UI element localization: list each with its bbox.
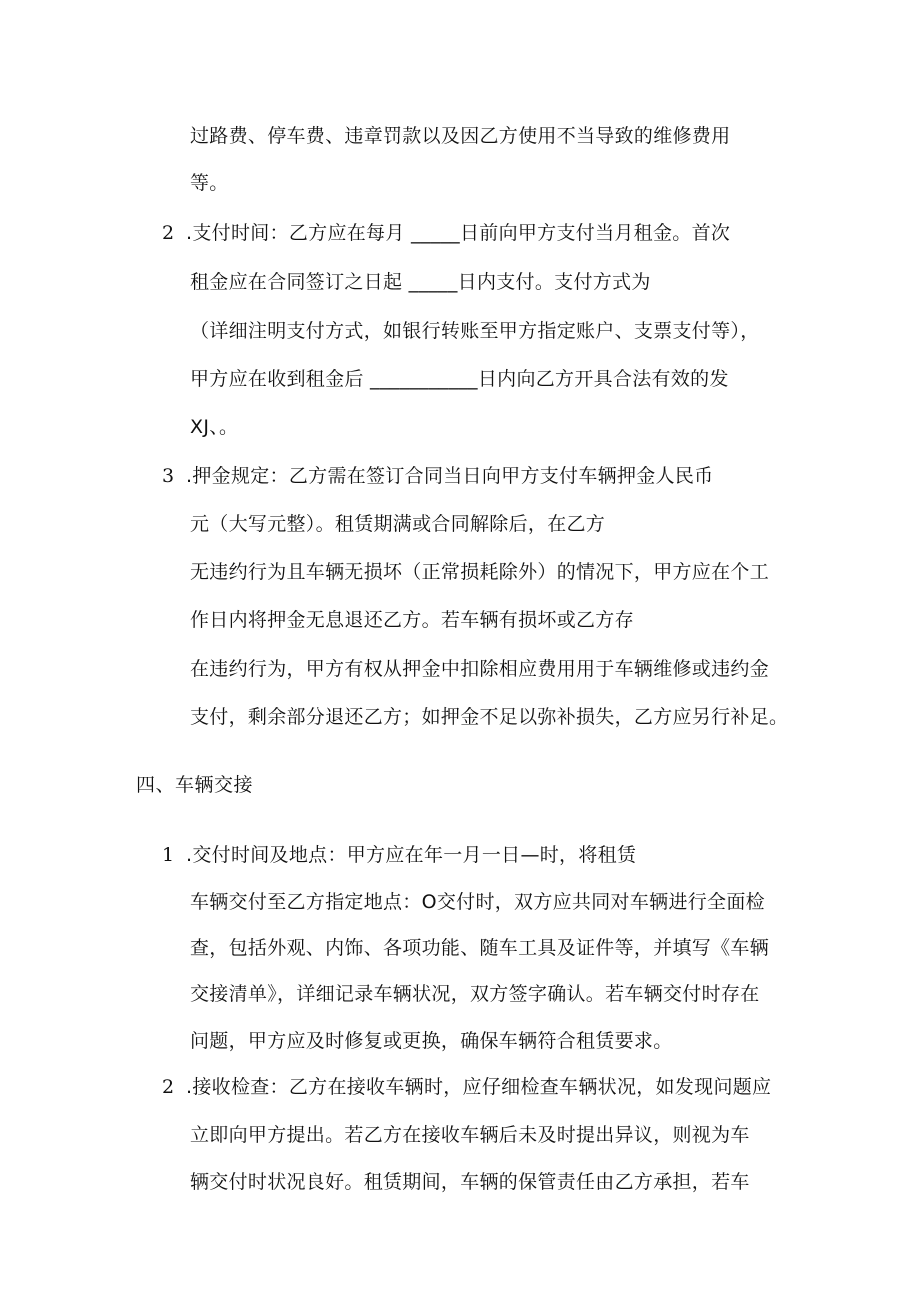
text-line: 查，包括外观、内饰、各项功能、随车工具及证件等，并填写《车辆 bbox=[190, 937, 770, 959]
text-line: .押金规定：乙方需在签订合同当日向甲方支付车辆押金人民币 bbox=[186, 465, 714, 487]
text-line: XJ、。 bbox=[190, 416, 239, 438]
text-line: 问题，甲方应及时修复或更换，确保车辆符合租赁要求。 bbox=[190, 1030, 673, 1052]
text-line: 租金应在合同签订之日起 _____日内支付。支付方式为 bbox=[190, 271, 651, 293]
text-line: 支付，剩余部分退还乙方；如押金不足以弥补损失，乙方应另行补足。 bbox=[190, 706, 789, 728]
text-line: 甲方应在收到租金后 ___________日内向乙方开具合法有效的发 bbox=[190, 368, 729, 390]
text-line: 辆交付时状况良好。租赁期间，车辆的保管责任由乙方承担，若车 bbox=[190, 1171, 750, 1193]
text-line: 车辆交付至乙方指定地点：O交付时，双方应共同对车辆进行全面检 bbox=[190, 891, 765, 913]
text-line: 无违约行为且车辆无损坏（正常损耗除外）的情况下，甲方应在个工 bbox=[190, 561, 770, 583]
text-line: .交付时间及地点：甲方应在年一月一日—时，将租赁 bbox=[186, 844, 637, 866]
text-line: .接收检查：乙方在接收车辆时，应仔细检查车辆状况，如发现问题应 bbox=[186, 1076, 772, 1098]
section-heading: 四、车辆交接 bbox=[136, 774, 254, 796]
text-line: 等。 bbox=[190, 172, 229, 194]
text-line: 作日内将押金无息退还乙方。若车辆有损坏或乙方存 bbox=[190, 609, 634, 631]
text-line: 元（大写元整）。租赁期满或合同解除后，在乙方 bbox=[190, 513, 606, 535]
text-line: .支付时间：乙方应在每月 _____日前向甲方支付当月租金。首次 bbox=[186, 222, 731, 244]
clause-number: 2 bbox=[162, 222, 175, 244]
text-line: 交接清单》，详细记录车辆状况，双方签字确认。若车辆交付时存在 bbox=[190, 983, 760, 1005]
clause-number: 1 bbox=[162, 844, 175, 866]
clause-number: 3 bbox=[162, 465, 175, 487]
text-line: 过路费、停车费、违章罚款以及因乙方使用不当导致的维修费用 bbox=[190, 125, 731, 147]
text-line: 立即向甲方提出。若乙方在接收车辆后未及时提出异议，则视为车 bbox=[190, 1124, 750, 1146]
text-line: （详细注明支付方式，如银行转账至甲方指定账户、支票支付等）， bbox=[190, 320, 760, 342]
clause-number: 2 bbox=[162, 1076, 175, 1098]
text-line: 在违约行为，甲方有权从押金中扣除相应费用用于车辆维修或违约金 bbox=[190, 658, 770, 680]
